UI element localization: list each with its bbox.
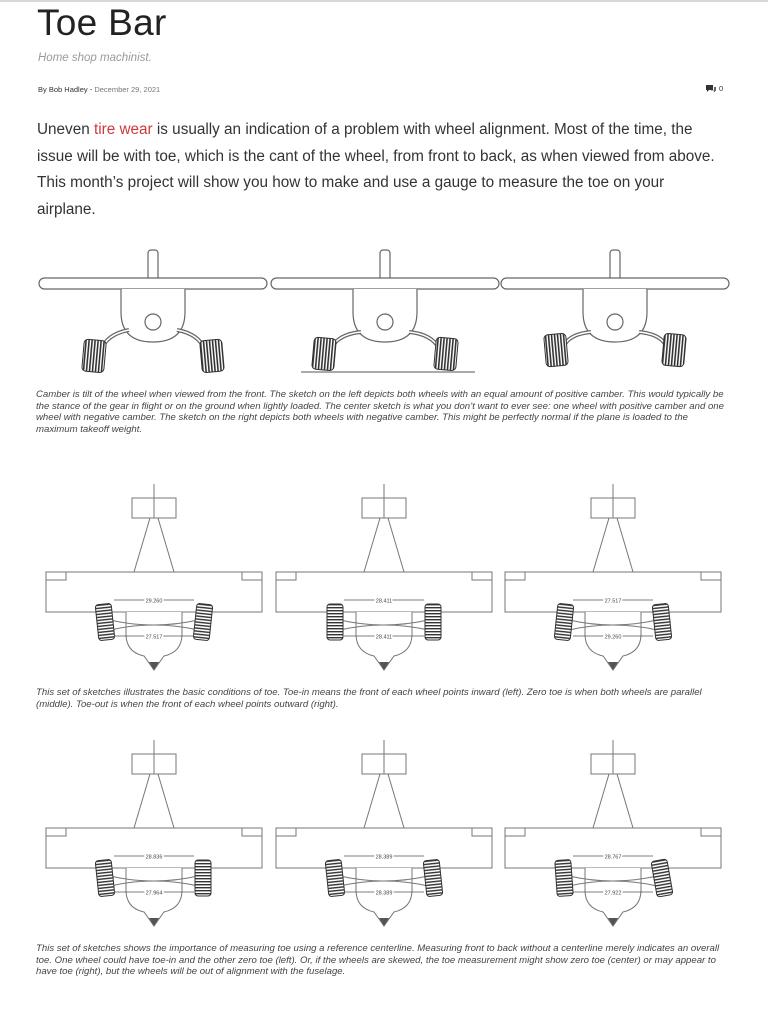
centerline-sketches [36,740,732,936]
lede-text-start: Uneven [37,121,94,138]
centerline-center-rear-measure: 28.389 [375,890,393,897]
comments-link[interactable] [706,84,723,93]
article-title: Toe Bar [37,2,167,43]
camber-sketch-positive [39,250,267,373]
publish-date: December 29, 2021 [94,85,161,94]
toe-in-front-measure: 29.260 [145,598,163,605]
centerline-left-front-measure: 28.836 [145,854,163,861]
camber-caption: Camber is tilt of the wheel when viewed from the front. The sketch on the left depicts both wheels with an equal amount of positive camber. This would typically be the stance of the gear in flight or on the ground when lightly loaded. The center sketch is what you don’t want to ever see: one wheel with positive camber and one wheel with negative camber. The sketch on the right depicts both wheels with negative camber. This might be perfectly normal if the plane is loaded to the maximum takeoff weight. [36,389,724,435]
toe-out-front-measure: 27.517 [604,598,622,605]
zero-toe-rear-measure: 28.411 [375,634,393,641]
centerline-center-front-measure: 28.389 [375,854,393,861]
comment-count: 0 [719,84,724,93]
toe-in-rear-measure: 27.517 [145,634,163,641]
toe-sketches [36,484,732,680]
centerline-sketch-right [505,740,721,926]
tire-wear-link[interactable]: tire wear [93,121,153,138]
author-link[interactable]: Bob Hadley [48,85,88,94]
byline-prefix: By [38,85,47,94]
centerline-sketch-center [276,740,492,926]
camber-sketch-negative [501,250,729,367]
article-subtitle: Home shop machinist. [38,52,152,64]
toe-sketch-out [505,484,721,670]
lede-text-end: is usually an indication of a problem with wheel alignment. Most of the time, the issue will be with toe, which is the cant of the wheel, from front to back, as when viewed from above. This month’s project will show you how to make and use a gauge to measure the toe on your airplane. [37,121,715,218]
byline [38,85,160,94]
comment-icon [706,85,716,93]
centerline-sketch-left [46,740,262,926]
camber-sketch-mixed [271,250,499,372]
camber-sketches [36,246,732,378]
centerline-left-rear-measure: 27.964 [145,890,163,897]
centerline-right-rear-measure: 27.922 [604,890,622,897]
toe-sketch-in [46,484,262,670]
centerline-caption: This set of sketches shows the importance of measuring toe using a reference centerline. Measuring front to back without a centerline merely indicates an overall toe. One wheel could have toe-in and the other zero toe (left). Or, if the wheels are skewed, the toe measurement might show zero toe (center) or may appear to have toe (right), but the wheels will be out of alignment with the fuselage. [36,943,720,977]
centerline-right-front-measure: 28.767 [604,854,622,861]
article-lede [37,117,727,223]
centerline-figure [36,740,732,936]
toe-figure [36,484,732,680]
toe-sketch-zero [276,484,492,670]
zero-toe-front-measure: 28.411 [375,598,393,605]
toe-out-rear-measure: 29.260 [604,634,622,641]
camber-figure [36,246,732,378]
byline-separator: - [89,85,93,94]
toe-caption: This set of sketches illustrates the basic conditions of toe. Toe-in means the front of each wheel points inward (left). Zero toe is when both wheels are parallel (middle). Toe-out is when the front of each wheel points outward (right). [36,687,702,710]
